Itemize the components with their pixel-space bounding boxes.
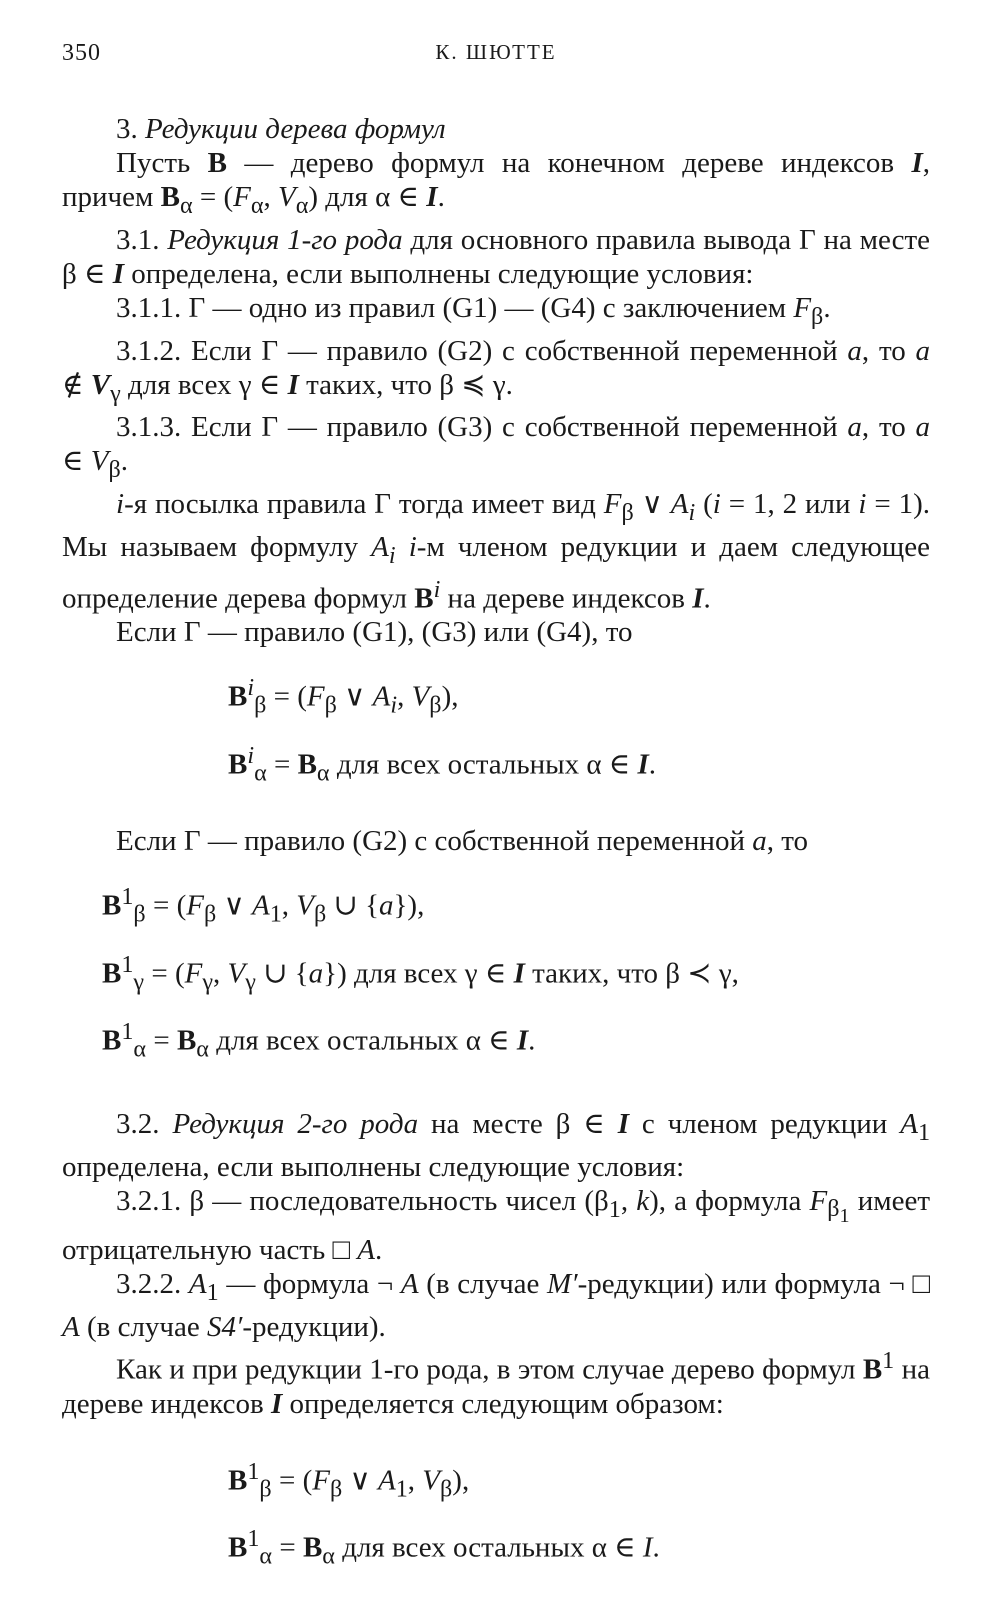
formula-line: $B^i_\beta = (F_\beta$ ∨ $A_i$, $V_\beta$), [228, 674, 459, 719]
formula-line: $B^1_\alpha = B_\alpha$ для всех остальных α ∈ I. [228, 1525, 660, 1570]
running-head: К. ШЮТТЕ [435, 40, 557, 64]
paragraph: i-я посылка правила Γ тогда имеет вид $F_\beta$ ∨ $A_i$ (i = 1, 2 или i = 1). Мы называем формулу $A_i$ i-м членом редукции и даем следующее определение дерева формул $B^i$ на дереве индексов I. [62, 488, 931, 615]
formula-line: $B^1_\gamma = (F_\gamma$, $V_\gamma$ ∪ {a}) для всех γ ∈ I таких, что β ≺ γ, [102, 950, 739, 996]
formula-line: $B^i_\alpha = B_\alpha$ для всех остальных α ∈ I. [228, 741, 657, 787]
paragraph: 3.1.1. Γ — одно из правил (G1) — (G4) с заключением $F_\beta$. [116, 291, 831, 330]
paragraph: 3.1.3. Если Γ — правило (G3) с собственной переменной a, то a ∈ $V_\beta$. [62, 411, 931, 484]
vertical-gap [62, 798, 930, 824]
paragraph: 3.1. Редукция 1-го рода для основного правила вывода Γ на месте β ∈ I определена, если выполнены следующие условия: [62, 223, 931, 290]
page-number: 350 [62, 40, 101, 66]
vertical-gap [62, 1075, 930, 1107]
body-text [62, 112, 930, 1581]
vertical-gap [62, 1421, 930, 1447]
vertical-gap [62, 649, 930, 663]
paragraph: 3.2.2. $A_1$ — формула ¬ A (в случае M′-редукции) или формула ¬ □ A (в случае S4′-редукции). [62, 1268, 930, 1343]
paragraph: 3. Редукции дерева формул [116, 113, 446, 145]
paragraph: 3.2. Редукция 2-го рода на месте β ∈ I с членом редукции $A_1$ определена, если выполнены следующие условия: [62, 1107, 931, 1183]
formula-line: $B^1_\beta = (F_\beta$ ∨ $A_1$, $V_\beta$ ∪ {a}), [102, 883, 425, 928]
page-header [62, 40, 930, 70]
vertical-gap [62, 858, 930, 872]
formula-line: $B^1_\alpha = B_\alpha$ для всех остальных α ∈ I. [102, 1018, 536, 1063]
paragraph: Пусть B — дерево формул на конечном дереве индексов I, причем $B_\alpha = (F_\alpha$, $V_\alpha$) для α ∈ I. [62, 147, 930, 219]
paragraph: 3.1.2. Если Γ — правило (G2) с собственной переменной a, то a ∉ $V_\gamma$ для всех γ ∈ I таких, что β ≼ γ. [62, 334, 931, 407]
paragraph: Если Γ — правило (G2) с собственной переменной a, то [116, 825, 809, 858]
paragraph: 3.2.1. β — последовательность чисел ($\beta_1$, k), а формула $F_{\beta_1}$ имеет отрицательную часть □ A. [62, 1184, 930, 1267]
paragraph: Как и при редукции 1-го рода, в этом случае дерево формул $B^1$ на дереве индексов I определяется следующим образом: [62, 1346, 930, 1420]
formula-line: $B^1_\beta = (F_\beta$ ∨ $A_1$, $V_\beta$), [228, 1457, 470, 1503]
paragraph: Если Γ — правило (G1), (G3) или (G4), то [116, 616, 633, 649]
